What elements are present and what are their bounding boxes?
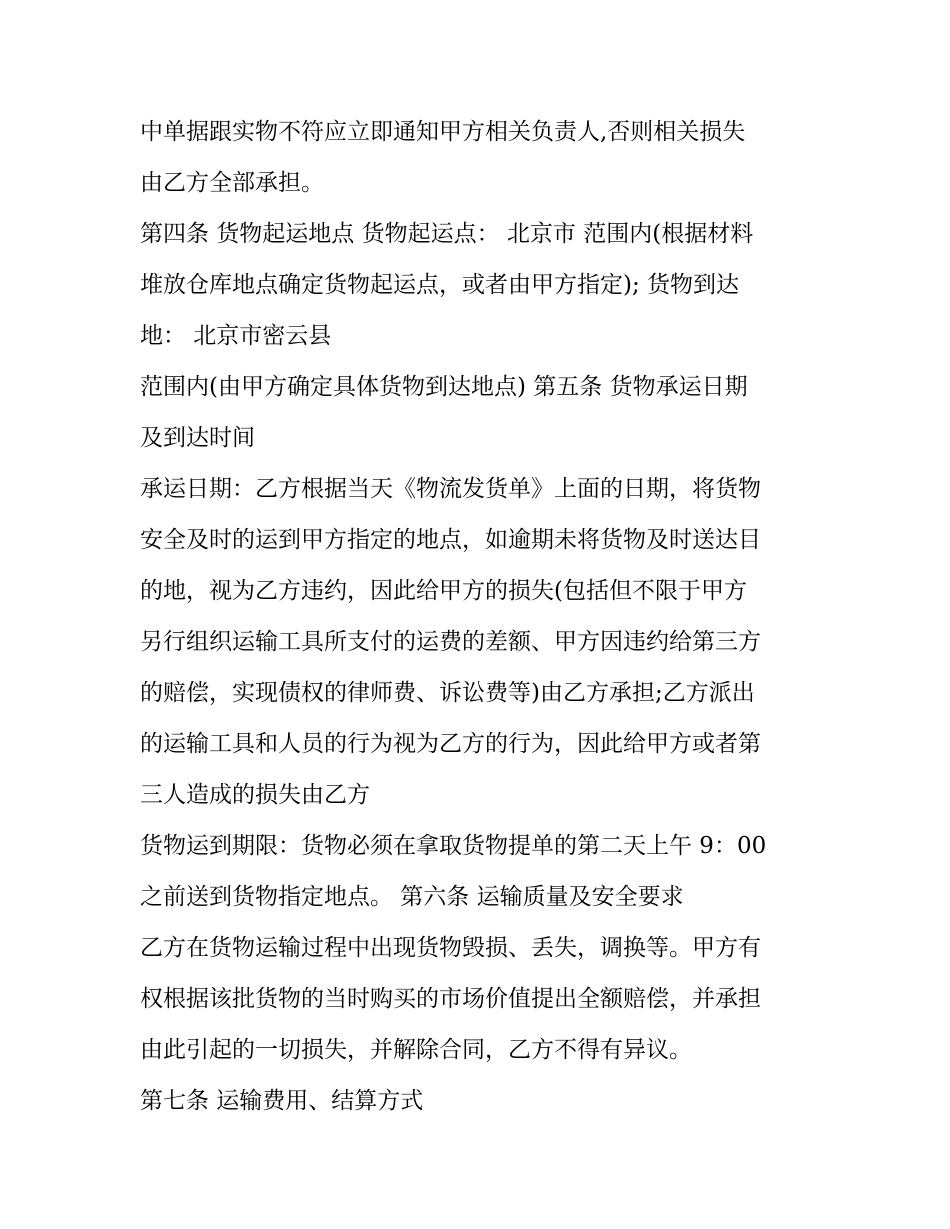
- contract-text: [140, 107, 830, 1127]
- article-6-heading-line: 之前送到货物指定地点。 第六条 运输质量及安全要求: [140, 884, 684, 910]
- text-line-10: 的地，视为乙方违约，因此给甲方的损失(包括但不限于甲方: [140, 578, 747, 604]
- text-line-13: 的运输工具和人员的行为视为乙方的行为，因此给甲方或者第: [140, 731, 761, 757]
- article-5-heading-line: 范围内(由甲方确定具体货物到达地点) 第五条 货物承运日期: [140, 374, 748, 400]
- text-line-7: 及到达时间: [140, 425, 255, 451]
- text-line-14: 三人造成的损失由乙方: [140, 782, 370, 808]
- text-line-1: 中单据跟实物不符应立即通知甲方相关负责人,否则相关损失: [140, 119, 746, 145]
- text-line-19: 由此引起的一切损失，并解除合同，乙方不得有异议。: [140, 1037, 692, 1063]
- text-line-8: 承运日期：乙方根据当天《物流发货单》上面的日期，将货物: [140, 476, 761, 502]
- text-line-9: 安全及时的运到甲方指定的地点，如逾期未将货物及时送达目: [140, 527, 761, 553]
- text-line-15: 货物运到期限：货物必须在拿取货物提单的第二天上午 9：00: [140, 833, 767, 859]
- text-line-5: 地： 北京市密云县: [140, 323, 332, 349]
- text-line-4: 堆放仓库地点确定货物起运点，或者由甲方指定); 货物到达: [140, 272, 740, 298]
- article-4-heading-line: 第四条 货物起运地点 货物起运点： 北京市 范围内(根据材料: [140, 221, 754, 247]
- text-line-12: 的赔偿，实现债权的律师费、诉讼费等)由乙方承担;乙方派出: [140, 680, 755, 706]
- text-line-17: 乙方在货物运输过程中出现货物毁损、丢失，调换等。甲方有: [140, 935, 761, 961]
- article-7-heading-line: 第七条 运输费用、结算方式: [140, 1088, 424, 1114]
- text-line-18: 权根据该批货物的当时购买的市场价值提出全额赔偿，并承担: [140, 986, 761, 1012]
- text-line-2: 由乙方全部承担。: [140, 170, 324, 196]
- text-line-11: 另行组织运输工具所支付的运费的差额、甲方因违约给第三方: [140, 629, 761, 655]
